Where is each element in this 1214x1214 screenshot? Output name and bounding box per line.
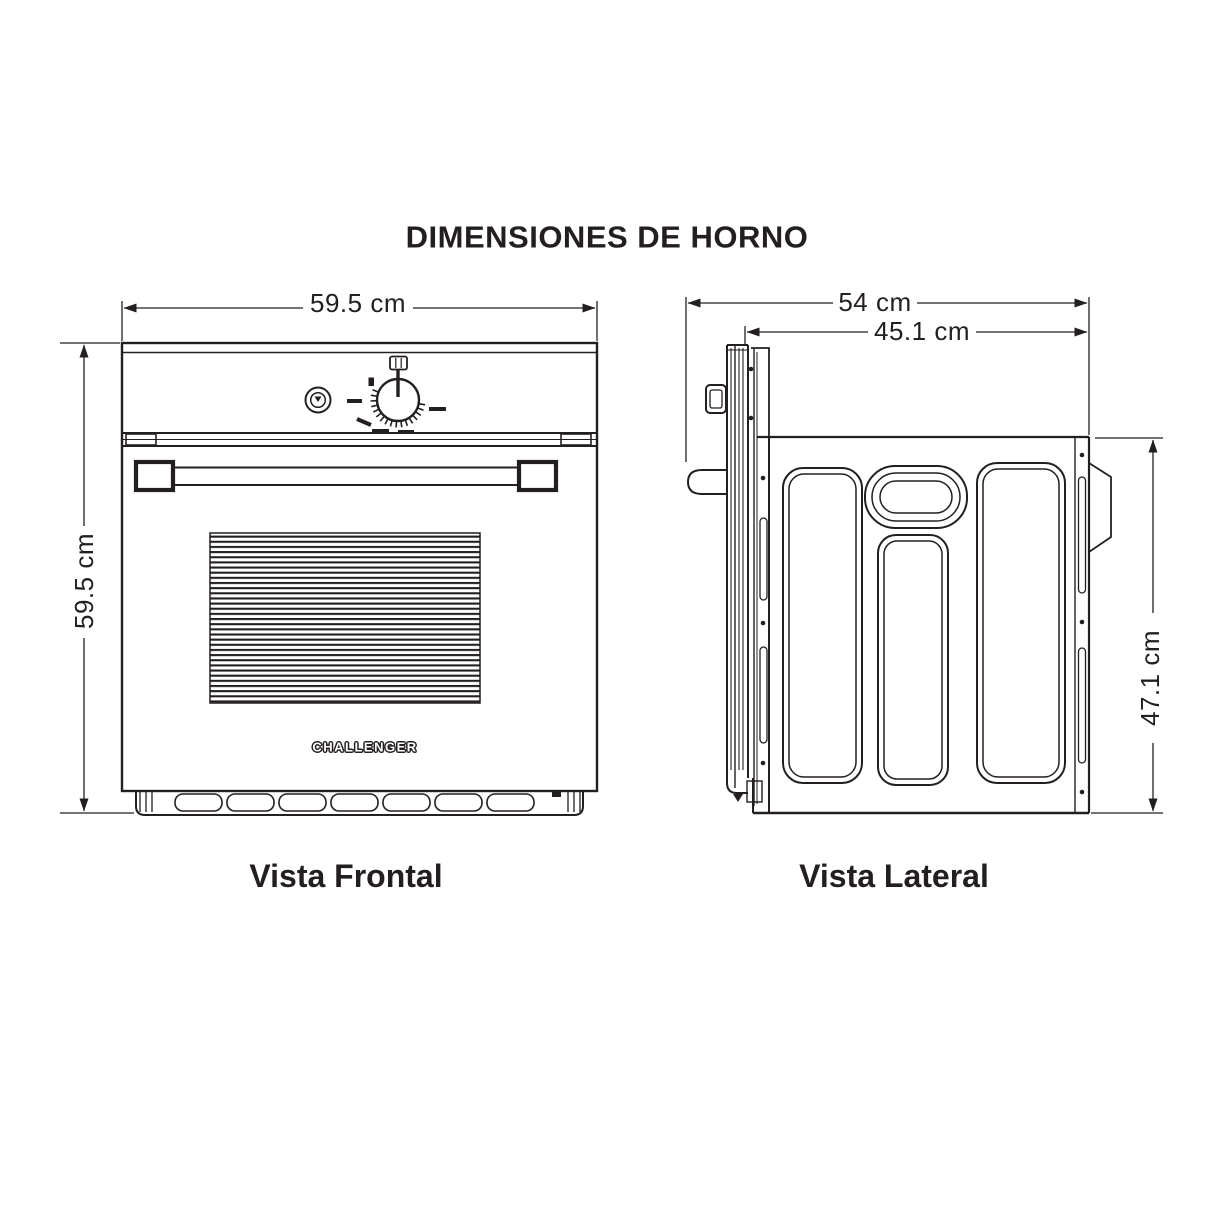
side-front-frame [747,348,769,813]
left-foot-hinge [140,791,152,812]
front-height-dim-label: 59.5 cm [71,528,97,634]
door-handle [136,462,556,490]
front-view-caption: Vista Frontal [244,860,447,892]
brand-logo: CHALLENGER [312,739,418,755]
side-knob-profile [706,385,726,413]
latch-mark [552,792,561,797]
side-handle-profile [688,470,727,494]
front-width-dim-label: 59.5 cm [305,290,411,316]
control-knob [347,357,446,433]
handle-right-cap [519,462,556,490]
side-dimension-lines [686,297,1163,813]
side-embossed-panels [783,463,1065,785]
side-view-caption: Vista Lateral [794,860,994,892]
door-hinge-mark [733,794,743,802]
side-total-depth-dim-label: 54 cm [833,289,916,315]
oven-light-button [306,388,331,413]
side-door-profile [727,345,748,802]
handle-left-cap [136,462,173,490]
right-foot-hinge [568,791,580,812]
knob-setting-mark [369,378,375,387]
grill-mode-icon [390,357,407,370]
side-body-depth-dim-label: 45.1 cm [869,318,975,344]
mounting-bracket [1089,463,1111,552]
side-view-drawing [688,345,1111,813]
oven-window [210,533,480,703]
side-body-outline [753,437,1111,813]
bottom-vent-plinth [136,791,583,815]
side-height-dim-label: 47.1 cm [1137,625,1163,731]
front-panel-split-strip [122,433,597,446]
page-title: DIMENSIONES DE HORNO [401,222,814,253]
vent-slots [175,794,534,811]
